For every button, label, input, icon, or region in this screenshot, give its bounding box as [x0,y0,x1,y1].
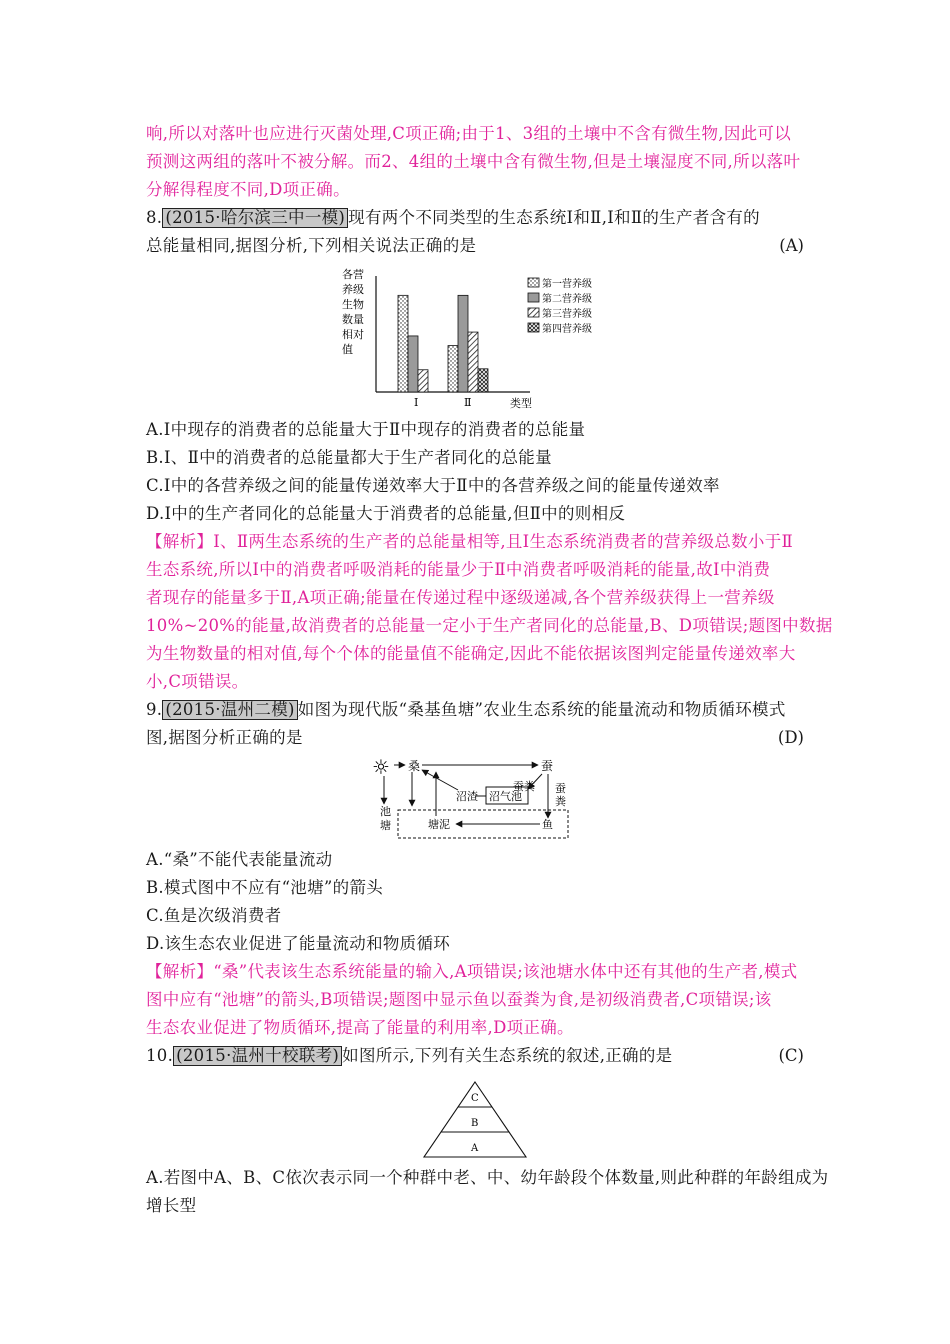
x-tick-label: Ⅱ [464,396,472,409]
node-mulberry: 桑 [408,759,421,773]
question-number: 10. [146,1046,174,1065]
q9-stem-cont: 图,据图分析正确的是 [146,728,303,747]
q8-stem [146,208,760,228]
explanation-line: 为生物数量的相对值,每个个体的能量值不能确定,因此不能依据该图判定能量传递效率大 [146,644,796,663]
q10-stem [146,1046,672,1066]
bar-2-4 [478,369,488,392]
node-pond: 池 [380,805,391,818]
pyramid-level-a: A [471,1143,479,1154]
question-number: 8. [146,208,163,227]
q9-stem [146,700,786,720]
option-c: C.Ⅰ中的各营养级之间的能量传递效率大于Ⅱ中的各营养级之间的能量传递效率 [146,476,720,495]
explanation-line: 生态系统,所以Ⅰ中的消费者呼吸消耗的能量少于Ⅱ中消费者呼吸消耗的能量,故Ⅰ中消费 [146,560,771,579]
explanation-line: 小,C项错误。 [146,672,249,691]
option-a-cont: 增长型 [146,1196,197,1215]
stem-text: 现有两个不同类型的生态系统Ⅰ和Ⅱ,Ⅰ和Ⅱ的生产者含有的 [348,208,760,227]
x-tick-label: Ⅰ [414,396,419,409]
explanation-line: 分解得程度不同,D项正确。 [146,180,350,199]
answer-key: (D) [777,728,804,747]
legend-label: 第二营养级 [542,294,592,305]
bar-2-3 [468,332,478,392]
legend-swatch [528,293,539,302]
explanation-line: 【解析】Ⅰ、Ⅱ两生态系统的生产者的总能量相等,且Ⅰ生态系统消费者的营养级总数小于Ⅱ [146,532,794,551]
option-b: B.模式图中不应有“池塘”的箭头 [146,878,384,897]
stem-text: 如图为现代版“桑基鱼塘”农业生态系统的能量流动和物质循环模式 [297,700,786,719]
legend-label: 第一营养级 [542,279,592,290]
option-c: C.鱼是次级消费者 [146,906,282,925]
option-a: A.若图中A、B、C依次表示同一个种群中老、中、幼年龄段个体数量,则此种群的年龄组成为 [146,1168,829,1187]
y-label-line: 养级 [342,283,364,296]
node-biogas-pool: 沼气池 [489,790,522,803]
node-fish: 鱼 [542,818,553,831]
explanation-line: 响,所以对落叶也应进行灭菌处理,C项正确;由于1、3组的土壤中不含有微生物,因此可以 [146,124,792,143]
legend-swatch [528,278,539,287]
label-silkworm-feces: 蚕粪 [513,780,535,793]
pyramid-level-c: C [471,1093,479,1104]
option-b: B.Ⅰ、Ⅱ中的消费者的总能量都大于生产者同化的总能量 [146,448,552,467]
option-a: A.Ⅰ中现存的消费者的总能量大于Ⅱ中现存的消费者的总能量 [146,420,586,439]
y-label-line: 各营 [342,268,364,281]
label-silkworm-feces-side: 蚕 [555,782,566,795]
arrow-residue-mulberry [422,770,458,790]
explanation-line: 预测这两组的落叶不被分解。而2、4组的土壤中含有微生物,但是土壤湿度不同,所以落叶 [146,152,801,171]
source-tag: (2015·温州二模) [162,700,297,720]
energy-bar-chart [340,266,620,416]
source-tag: (2015·哈尔滨三中一模) [162,208,348,228]
bar-1-1 [398,295,408,392]
sun-icon: ☼ [372,755,390,779]
answer-key: (A) [779,236,804,255]
explanation-line: 者现存的能量多于Ⅱ,A项正确;能量在传递过程中逐级递减,各个营养级获得上一营养级 [146,588,775,607]
node-biogas-residue: 沼渣 [456,790,478,803]
y-label-line: 相对 [342,328,364,341]
source-tag: (2015·温州十校联考) [173,1046,342,1066]
y-label-line: 数量 [342,313,364,326]
bar-2-2 [458,295,468,392]
option-a: A.“桑”不能代表能量流动 [146,850,333,869]
label-silkworm-feces-side: 粪 [555,795,566,808]
explanation-line: 图中应有“池塘”的箭头,B项错误;题图中显示鱼以蚕粪为食,是初级消费者,C项错误;该 [146,990,772,1009]
legend-label: 第四营养级 [542,324,592,335]
legend-swatch [528,308,539,317]
explanation-line: 10%~20%的能量,故消费者的总能量一定小于生产者同化的总能量,B、D项错误;题图中数据 [146,616,833,635]
bar-1-3 [418,370,428,392]
q8-stem-cont: 总能量相同,据图分析,下列相关说法正确的是 [146,236,477,255]
stem-text: 如图所示,下列有关生态系统的叙述,正确的是 [342,1046,673,1065]
bar-1-2 [408,336,418,392]
mulberry-fish-pond-diagram [370,752,580,844]
legend-label: 第三营养级 [542,309,592,320]
y-label-line: 值 [342,343,353,356]
y-axis-label [342,267,364,356]
question-number: 9. [146,700,163,719]
explanation-line: 生态农业促进了物质循环,提高了能量的利用率,D项正确。 [146,1018,574,1037]
legend-swatch [528,323,539,332]
pyramid-level-b: B [471,1118,479,1129]
x-axis-label: 类型 [510,397,532,410]
explanation-line: 【解析】“桑”代表该生态系统能量的输入,A项错误;该池塘水体中还有其他的生产者,模式 [146,962,798,981]
node-pond: 塘 [380,819,391,832]
y-label-line: 生物 [342,298,364,311]
answer-key: (C) [778,1046,804,1065]
pyramid-diagram [420,1080,530,1160]
node-pond-mud: 塘泥 [428,818,450,831]
bar-2-1 [448,346,458,392]
option-d: D.该生态农业促进了能量流动和物质循环 [146,934,451,953]
option-d: D.Ⅰ中的生产者同化的总能量大于消费者的总能量,但Ⅱ中的则相反 [146,504,626,523]
node-silkworm: 蚕 [541,759,554,773]
